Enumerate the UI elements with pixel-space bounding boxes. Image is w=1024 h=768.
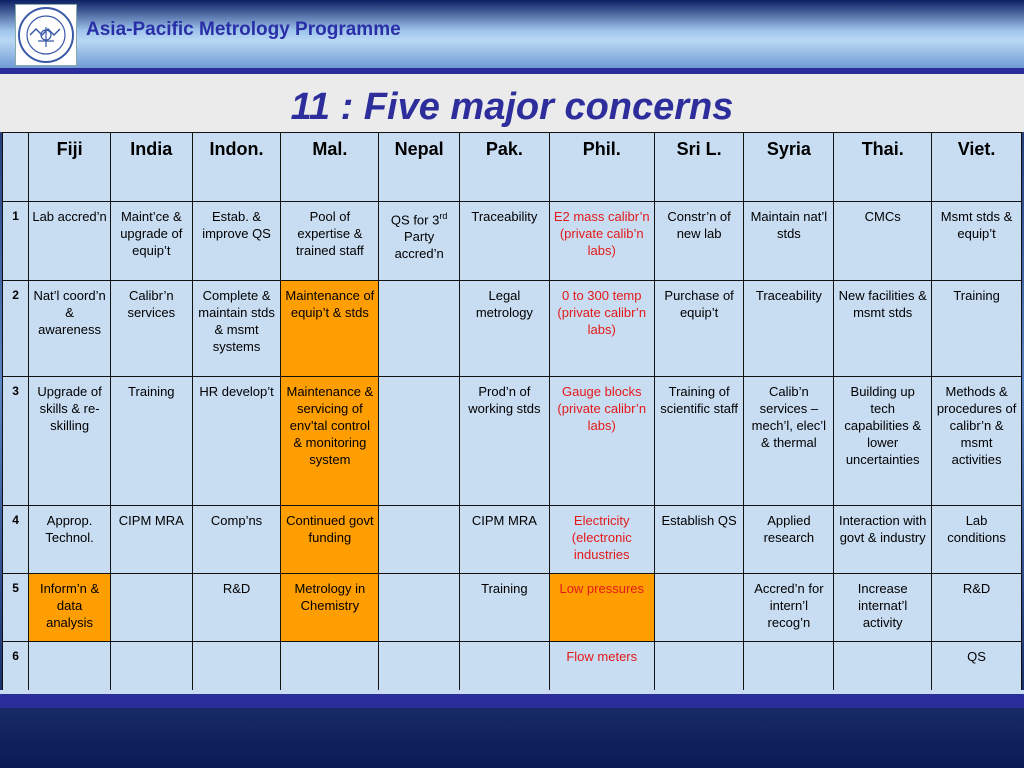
table-cell bbox=[379, 506, 460, 574]
column-header-fiji: Fiji bbox=[29, 133, 111, 202]
table-row bbox=[3, 506, 1022, 574]
table-cell: Msmt stds & equip’t bbox=[932, 202, 1022, 281]
table-row bbox=[3, 377, 1022, 506]
table-cell: Constr’n of new lab bbox=[654, 202, 744, 281]
table-cell bbox=[654, 574, 744, 642]
table-cell: Lab conditions bbox=[932, 506, 1022, 574]
row-number: 5 bbox=[3, 574, 29, 642]
footer-divider bbox=[0, 694, 1024, 708]
table-cell: Purchase of equip’t bbox=[654, 281, 744, 377]
table-cell bbox=[379, 642, 460, 694]
table-cell: Training of scientific staff bbox=[654, 377, 744, 506]
table-cell: Calib’n services – mech’l, elec’l & thermal bbox=[744, 377, 834, 506]
column-header-indonesia: Indon. bbox=[192, 133, 281, 202]
table-cell: Maintenance & servicing of env’tal control & monitoring system bbox=[281, 377, 379, 506]
table-cell bbox=[460, 642, 550, 694]
table-cell bbox=[192, 642, 281, 694]
slide-header bbox=[0, 0, 1024, 68]
table-cell: QS bbox=[932, 642, 1022, 694]
table-cell: R&D bbox=[932, 574, 1022, 642]
table-cell: Low pressures bbox=[549, 574, 654, 642]
table-cell bbox=[654, 642, 744, 694]
column-header-syria: Syria bbox=[744, 133, 834, 202]
column-header-sri-lanka: Sri L. bbox=[654, 133, 744, 202]
table-cell: Training bbox=[460, 574, 550, 642]
title-band bbox=[0, 74, 1024, 132]
table-row bbox=[3, 642, 1022, 694]
table-cell: Establish QS bbox=[654, 506, 744, 574]
table-cell: Prod’n of working stds bbox=[460, 377, 550, 506]
table-cell: New facilities & msmt stds bbox=[834, 281, 932, 377]
table-cell: Building up tech capabilities & lower uncertainties bbox=[834, 377, 932, 506]
column-header-malaysia: Mal. bbox=[281, 133, 379, 202]
table-cell: CIPM MRA bbox=[110, 506, 192, 574]
table-cell: Comp’ns bbox=[192, 506, 281, 574]
row-number: 4 bbox=[3, 506, 29, 574]
table-cell bbox=[379, 377, 460, 506]
table-cell: Inform’n & data analysis bbox=[29, 574, 111, 642]
column-header-pakistan: Pak. bbox=[460, 133, 550, 202]
row-number: 3 bbox=[3, 377, 29, 506]
column-header-philippines: Phil. bbox=[549, 133, 654, 202]
table-cell: Calibr’n services bbox=[110, 281, 192, 377]
table-cell: Gauge blocks (private calibr’n labs) bbox=[549, 377, 654, 506]
table-cell: Methods & procedures of calibr’n & msmt activities bbox=[932, 377, 1022, 506]
table-cell: Legal metrology bbox=[460, 281, 550, 377]
column-header bbox=[3, 133, 29, 202]
table-cell: Lab accred’n bbox=[29, 202, 111, 281]
apmp-logo-icon bbox=[15, 4, 77, 66]
table-cell: Maintenance of equip’t & stds bbox=[281, 281, 379, 377]
org-title: Asia-Pacific Metrology Programme bbox=[86, 19, 401, 40]
table-cell: CIPM MRA bbox=[460, 506, 550, 574]
table-cell: Electricity (electronic industries bbox=[549, 506, 654, 574]
ordinal-superscript: rd bbox=[439, 211, 448, 221]
table-cell: R&D bbox=[192, 574, 281, 642]
column-header-nepal: Nepal bbox=[379, 133, 460, 202]
table-cell: Maint’ce & upgrade of equip’t bbox=[110, 202, 192, 281]
table-cell: Estab. & improve QS bbox=[192, 202, 281, 281]
table-cell bbox=[110, 642, 192, 694]
table-cell: Pool of expertise & trained staff bbox=[281, 202, 379, 281]
table-cell bbox=[110, 574, 192, 642]
table-cell: QS for 3rd Party accred’n bbox=[379, 202, 460, 281]
table-cell bbox=[834, 642, 932, 694]
row-number: 2 bbox=[3, 281, 29, 377]
row-number: 1 bbox=[3, 202, 29, 281]
table-cell: HR develop’t bbox=[192, 377, 281, 506]
table-cell bbox=[379, 574, 460, 642]
table-cell: Continued govt funding bbox=[281, 506, 379, 574]
column-header-thailand: Thai. bbox=[834, 133, 932, 202]
table-row bbox=[3, 281, 1022, 377]
table-cell: Accred’n for intern’l recog’n bbox=[744, 574, 834, 642]
table-cell: 0 to 300 temp (private calibr’n labs) bbox=[549, 281, 654, 377]
table-cell bbox=[281, 642, 379, 694]
table-row bbox=[3, 574, 1022, 642]
table-cell bbox=[29, 642, 111, 694]
table-cell: Increase internat’l activity bbox=[834, 574, 932, 642]
table-cell: Complete & maintain stds & msmt systems bbox=[192, 281, 281, 377]
table-cell: Maintain nat’l stds bbox=[744, 202, 834, 281]
table-cell: Traceability bbox=[744, 281, 834, 377]
table-header-row bbox=[3, 133, 1022, 202]
table-cell: Training bbox=[110, 377, 192, 506]
table-cell: Approp. Technol. bbox=[29, 506, 111, 574]
table-cell: Nat’l coord’n & awareness bbox=[29, 281, 111, 377]
row-number: 6 bbox=[3, 642, 29, 694]
table-row bbox=[3, 202, 1022, 281]
table-cell: Interaction with govt & industry bbox=[834, 506, 932, 574]
table-cell: CMCs bbox=[834, 202, 932, 281]
concerns-table bbox=[2, 132, 1022, 694]
table-cell: Upgrade of skills & re-skilling bbox=[29, 377, 111, 506]
table-cell bbox=[379, 281, 460, 377]
table-cell: Traceability bbox=[460, 202, 550, 281]
table-cell: Training bbox=[932, 281, 1022, 377]
table-cell: E2 mass calibr’n (private calib’n labs) bbox=[549, 202, 654, 281]
table-cell: Applied research bbox=[744, 506, 834, 574]
column-header-vietnam: Viet. bbox=[932, 133, 1022, 202]
table-cell: Flow meters bbox=[549, 642, 654, 694]
slide-title: 11 : Five major concerns bbox=[290, 86, 734, 128]
table-cell bbox=[744, 642, 834, 694]
table-cell: Metrology in Chemistry bbox=[281, 574, 379, 642]
column-header-india: India bbox=[110, 133, 192, 202]
